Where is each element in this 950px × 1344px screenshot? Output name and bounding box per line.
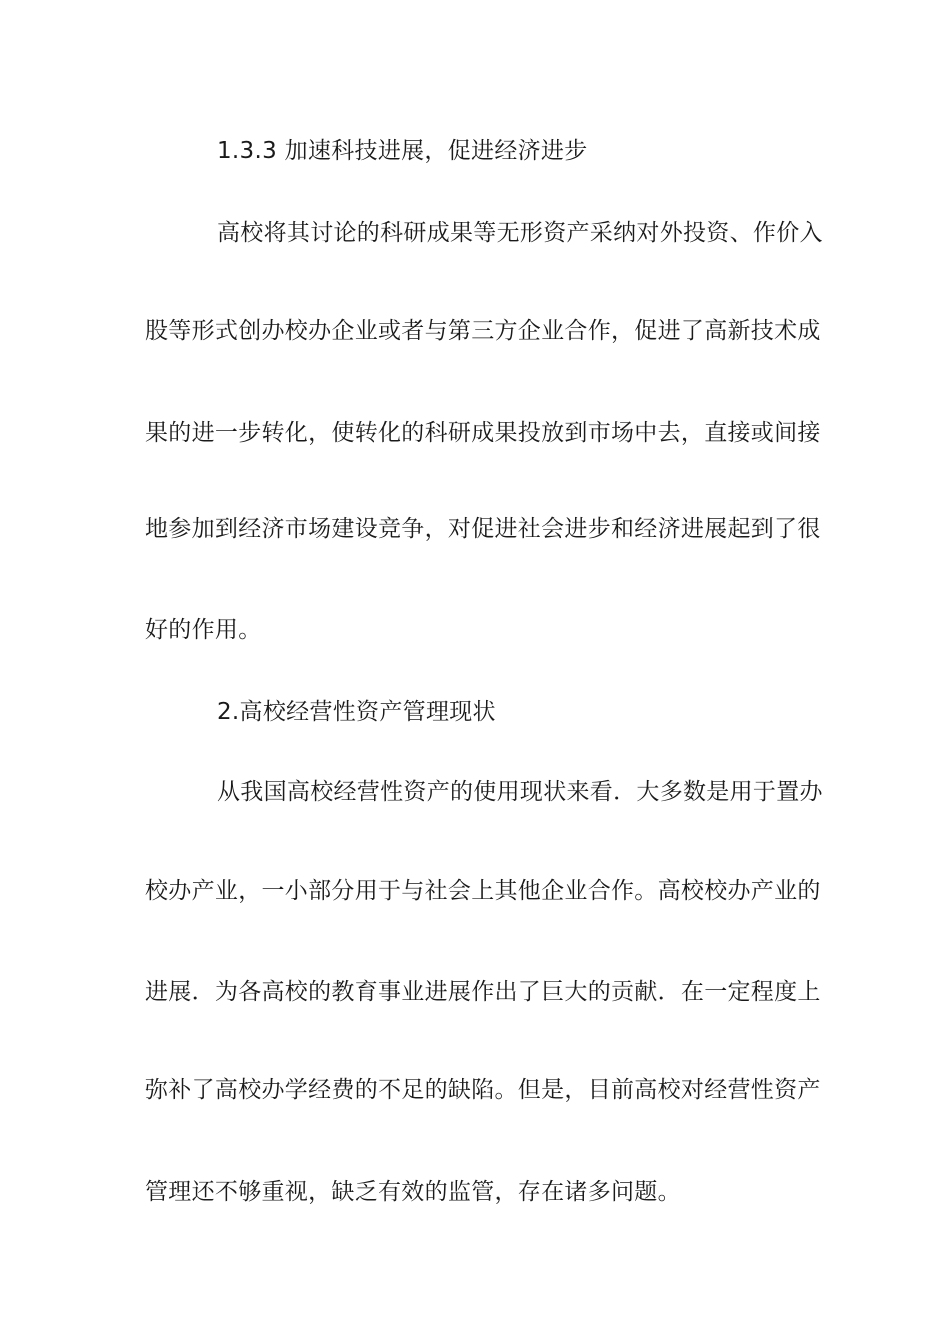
- paragraph-1-line-5: 好的作用。: [145, 617, 262, 643]
- paragraph-2-line-2: 校办产业，一小部分用于与社会上其他企业合作。高校校办产业的: [145, 878, 821, 904]
- paragraph-2-line-3: 进展．为各高校的教育事业进展作出了巨大的贡献．在一定程度上: [145, 979, 821, 1005]
- section-heading-2: 2.高校经营性资产管理现状: [217, 699, 496, 725]
- paragraph-1-line-2: 股等形式创办校办企业或者与第三方企业合作，促进了高新技术成: [145, 318, 821, 344]
- paragraph-1-line-4: 地参加到经济市场建设竞争，对促进社会进步和经济进展起到了很: [145, 516, 821, 542]
- paragraph-2-line-4: 弥补了高校办学经费的不足的缺陷。但是，目前高校对经营性资产: [145, 1077, 821, 1103]
- paragraph-1-line-1: 高校将其讨论的科研成果等无形资产采纳对外投资、作价入: [217, 220, 823, 246]
- paragraph-2-line-1: 从我国高校经营性资产的使用现状来看．大多数是用于置办: [217, 779, 823, 805]
- paragraph-2-line-5: 管理还不够重视，缺乏有效的监管，存在诸多问题。: [145, 1179, 681, 1205]
- section-heading-1-3-3: 1.3.3 加速科技进展，促进经济进步: [217, 138, 588, 164]
- paragraph-1-line-3: 果的进一步转化，使转化的科研成果投放到市场中去，直接或间接: [145, 420, 821, 446]
